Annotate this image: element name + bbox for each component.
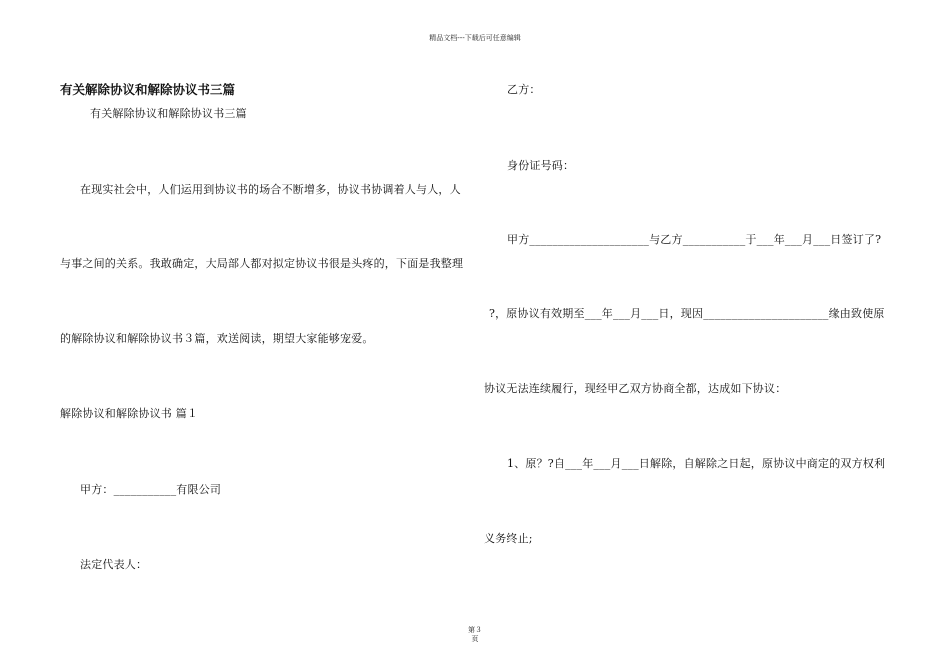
id-number-line: 身份证号码： bbox=[507, 159, 575, 172]
document-title: 有关解除协议和解除协议书三篇 bbox=[60, 82, 236, 97]
section-heading: 解除协议和解除协议书 篇１ bbox=[60, 407, 199, 420]
intro-line-1: 在现实社会中，人们运用到协议书的场合不断增多，协议书协调着人与人，人 bbox=[80, 183, 461, 196]
intro-line-2: 与事之间的关系。我敢确定，大局部人都对拟定协议书很是头疼的，下面是我整理 bbox=[60, 257, 464, 270]
clause-1: 1、原？?自___年___月___日解除，自解除之日起，原协议中商定的双方权利 bbox=[507, 457, 886, 470]
page-number bbox=[460, 626, 490, 644]
agreement-line-a: 甲方_____________________与乙方___________于___年___月___日签订了? bbox=[507, 233, 882, 246]
party-b-line: 乙方： bbox=[507, 83, 541, 96]
page-header: 精品文档---下载后可任意编辑 bbox=[429, 34, 521, 42]
document-subtitle: 有关解除协议和解除协议书三篇 bbox=[90, 107, 247, 120]
page-number-line-1: 第３ bbox=[468, 626, 482, 634]
page-number-line-2: 页 bbox=[471, 635, 479, 643]
agreement-line-c: 协议无法连续履行，现经甲乙双方协商全都，达成如下协议： bbox=[484, 382, 787, 395]
clause-1-continued: 义务终止; bbox=[484, 532, 533, 545]
intro-line-3: 的解除协议和解除协议书３篇，欢送阅读，期望大家能够宠爱。 bbox=[60, 332, 374, 345]
legal-representative-line: 法定代表人： bbox=[80, 558, 148, 571]
party-a-line: 甲方：___________有限公司 bbox=[80, 483, 222, 496]
agreement-line-b: ?，原协议有效期至___年___月___日，现因______________________缘由致使原 bbox=[489, 307, 885, 320]
